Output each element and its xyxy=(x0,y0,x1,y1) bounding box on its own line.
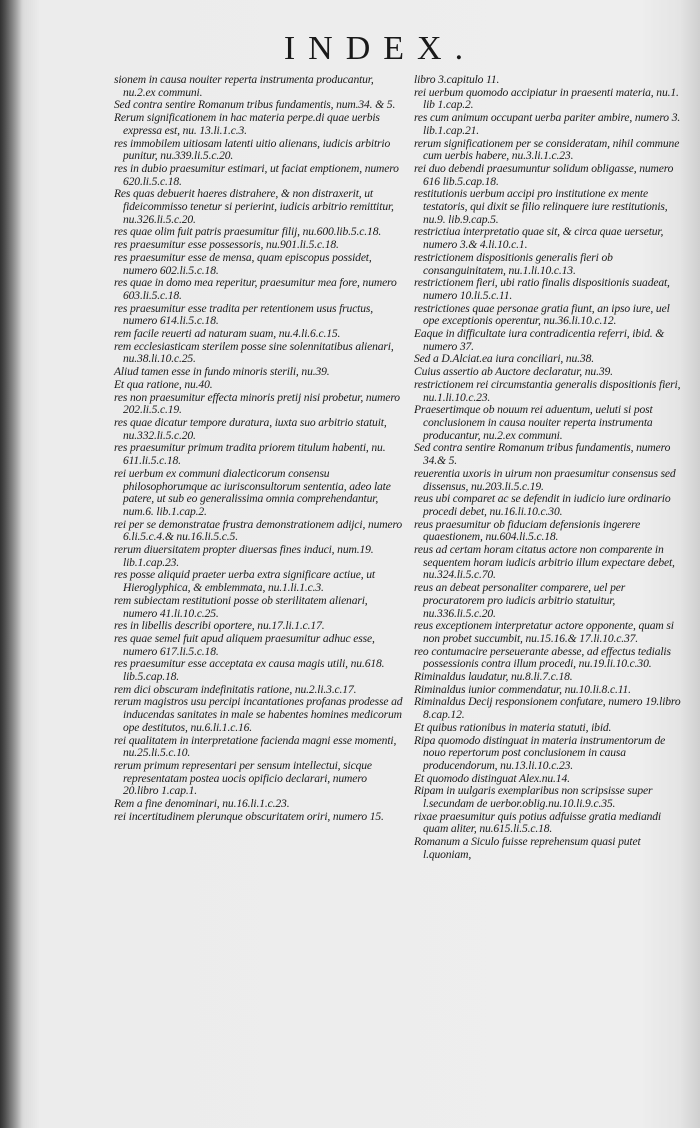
index-entry: res praesumitur esse acceptata ex causa magis utili, nu.618. lib.5.cap.18. xyxy=(114,657,385,684)
index-entry: res quae semel fuit apud aliquem praesumitur adhuc esse, numero 617.li.5.c.18. xyxy=(114,631,375,658)
index-entry: rerum diuersitatem propter diuersas fines induci, num.19. lib.1.cap.23. xyxy=(114,543,374,569)
index-entry: res quae in domo mea reperitur, praesumitur mea fore, numero 603.li.5.c.18. xyxy=(114,276,397,302)
index-entry: Riminaldus iunior commendatur, nu.10.li.8.c.11. xyxy=(414,682,631,696)
index-entry: Et qua ratione, nu.40. xyxy=(114,377,213,391)
index-entry: reus an debeat personaliter comparere, uel per procuratorem pro iudicis arbitrio statuitur, nu.336.li.5.c.20. xyxy=(414,581,626,620)
index-entry: rem ecclesiasticam sterilem posse sine solennitatibus alienari, nu.38.li.10.c.25. xyxy=(114,339,394,366)
index-entry: Res quas debuerit haeres distrahere, & non distraxerit, ut fideicommisso tenetur si perierint, iudicis arbitrio remittitur, nu.326.li.5.c.20. xyxy=(114,187,394,226)
index-entry: rerum significationem per se consideratam, nihil commune cum uerbis habere, nu.3.li.1.c.23. xyxy=(414,136,680,163)
index-entry: rei uerbum quomodo accipiatur in praesenti materia, nu.1. lib 1.cap.2. xyxy=(414,85,679,112)
index-entry: rei per se demonstratae frustra demonstrationem adijci, numero 6.li.5.c.4.& nu.16.li.5.c.5. xyxy=(114,517,403,544)
index-entry: res in dubio praesumitur estimari, ut faciat emptionem, numero 620.li.5.c.18. xyxy=(114,161,399,188)
index-entry: Riminaldus Decij responsionem confutare, numero 19.libro 8.cap.12. xyxy=(414,695,681,722)
index-entry: restrictiones quae personae gratia fiunt, an ipso iure, uel ope exceptionis operentur, nu.36.li.10.c.12. xyxy=(414,301,670,328)
index-entry: res immobilem uitiosam latenti uitio alienans, iudicis arbitrio punitur, nu.339.li.5.c.20. xyxy=(114,136,391,163)
index-entry: restrictionem rei circumstantia generalis dispositionis fieri, nu.1.li.10.c.23. xyxy=(414,377,681,404)
index-entry: Praesertimque ob nouum rei aduentum, ueluti si post conclusionem in causa nouiter reperta instrumenta producantur, nu.2.ex communi. xyxy=(414,403,653,442)
index-entry: libro 3.capitulo 11. xyxy=(414,73,500,86)
index-entry: rei duo debendi praesumuntur solidum obligasse, numero 616 lib.5.cap.18. xyxy=(414,161,674,188)
index-entry: Rerum significationem in hac materia perpe.di quae uerbis expressa est, nu. 13.li.1.c.3. xyxy=(114,111,380,137)
index-entry: Et quomodo distinguat Alex.nu.14. xyxy=(414,771,570,785)
index-entry: sionem in causa nouiter reperta instrumenta producantur, nu.2.ex communi. xyxy=(114,73,374,99)
page-title: INDEX. xyxy=(283,30,477,67)
index-entry: restrictiua interpretatio quae sit, & circa quae uersetur, numero 3.& 4.li.10.c.1. xyxy=(414,225,664,252)
index-entry: rei incertitudinem plerunque obscuritatem oriri, numero 15. xyxy=(114,809,384,823)
index-entry: Romanum a Siculo fuisse reprehensum quasi putet l.quoniam, xyxy=(414,835,641,861)
index-entry: rem dici obscuram indefinitatis ratione, nu.2.li.3.c.17. xyxy=(114,682,357,696)
index-entry: res quae olim fuit patris praesumitur filij, nu.600.lib.5.c.18. xyxy=(114,225,382,239)
index-entry: res praesumitur esse tradita per retentionem usus fructus, numero 614.li.5.c.18. xyxy=(114,301,374,328)
index-entry: Ripa quomodo distinguat in materia instrumentorum de nouo repertorum post conclusionem in causa producendorum, nu.13.li.10.c.23. xyxy=(414,733,666,772)
index-entry: restrictionem dispositionis generalis fieri ob consanguinitatem, nu.1.li.10.c.13. xyxy=(414,250,613,277)
index-entry: Ripam in uulgaris exemplaribus non scripsisse super l.secundam de uerbor.oblig.nu.10.li.9.c.35. xyxy=(414,784,653,811)
index-entry: res posse aliquid praeter uerba extra significare actiue, ut Hieroglyphica, & emblemmata, nu.1.li.1.c.3. xyxy=(114,568,375,595)
index-entry: rerum primum representari per sensum intellectui, sicque representatam postea uocis opificio declarari, numero 20.libro 1.cap.1. xyxy=(114,758,372,798)
index-entry: reus ad certam horam citatus actore non comparente in sequentem horam iudicis arbitrio illum expectare debet, nu.324.li.5.c.70. xyxy=(414,543,675,582)
index-entry: res cum animum occupant uerba pariter ambire, numero 3. lib.1.cap.21. xyxy=(414,111,681,137)
index-entry: reus exceptionem interpretatur actore opponente, quam si non probet succumbit, nu.15.16.& 17.li.10.c.37. xyxy=(414,619,674,645)
index-entry: res praesumitur esse de mensa, quam episcopus possidet, numero 602.li.5.c.18. xyxy=(114,250,372,277)
index-entry: res quae dicatur tempore duratura, iuxta suo arbitrio statuit, nu.332.li.5.c.20. xyxy=(114,415,387,442)
index-entry: rerum magistros usu percipi incantationes profanas prodesse ad inducendas sanitates in male se habentes homines medicorum ope destitutos, nu.6.li.1.c.16. xyxy=(114,695,403,734)
binding-gutter-shadow xyxy=(0,0,22,1128)
index-entry: Eaque in difficultate iura contradicentia referri, ibid. & numero 37. xyxy=(414,327,665,353)
index-entry: res praesumitur primum tradita priorem titulum habenti, nu. 611.li.5.c.18. xyxy=(114,441,386,468)
index-column-left xyxy=(114,74,404,823)
index-entry: reus ubi comparet ac se defendit in iudicio iure ordinario procedi debet, nu.16.li.10.c.30. xyxy=(414,492,671,518)
index-entry: Rem a fine denominari, nu.16.li.1.c.23. xyxy=(114,797,290,811)
index-entry: Et quibus rationibus in materia statuti, ibid. xyxy=(414,720,612,734)
index-entry: Cuius assertio ab Auctore declaratur, nu.39. xyxy=(414,365,613,379)
index-entry: res non praesumitur effecta minoris pretij nisi probetur, numero 202.li.5.c.19. xyxy=(114,390,400,417)
index-entry: reuerentia uxoris in uirum non praesumitur consensus sed dissensus, nu.203.li.5.c.19. xyxy=(414,466,676,493)
index-entry: rem facile reuerti ad naturam suam, nu.4.li.6.c.15. xyxy=(114,327,341,341)
index-entry: Riminaldus laudatur, nu.8.li.7.c.18. xyxy=(414,670,573,684)
index-entry: restitutionis uerbum accipi pro institutione ex mente testatoris, qui dixit se filio relinquere iure restitutionis, nu.9. lib.9.cap.5. xyxy=(414,187,668,226)
index-entry: rei uerbum ex communi dialecticorum consensu philosophorumque ac iurisconsultorum sententia, adeo late patere, ut sub eo generalissima omnia comprehendantur, num.6. lib.1.cap.2. xyxy=(114,466,391,518)
index-entry: reo contumacire perseuerante abesse, ad effectus tedialis possessionis contra illum procedi, nu.19.li.10.c.30. xyxy=(414,644,671,671)
index-entry: Sed contra sentire Romanum tribus fundamentis, num.34. & 5. xyxy=(114,98,396,112)
index-entry: Sed contra sentire Romanum tribus fundamentis, numero 34.& 5. xyxy=(414,441,671,468)
index-entry: reus praesumitur ob fiduciam defensionis ingerere quaestionem, nu.604.li.5.c.18. xyxy=(414,517,641,544)
index-entry: rixae praesumitur quis potius adfuisse gratia mediandi quam aliter, nu.615.li.5.c.18. xyxy=(414,809,661,836)
index-column-right xyxy=(414,74,686,862)
index-entry: rem subiectam restitutioni posse ob sterilitatem alienari, numero 41.li.10.c.25. xyxy=(114,593,368,620)
index-entry: Sed a D.Alciat.ea iura conciliari, nu.38. xyxy=(414,352,594,366)
index-entry: Aliud tamen esse in fundo minoris sterili, nu.39. xyxy=(114,365,330,379)
index-entry: res in libellis describi oportere, nu.17.li.1.c.17. xyxy=(114,619,325,633)
index-entry: restrictionem fieri, ubi ratio finalis dispositionis suadeat, numero 10.li.5.c.11. xyxy=(414,276,670,302)
index-entry: rei qualitatem in interpretatione facienda magni esse momenti, nu.25.li.5.c.10. xyxy=(114,733,397,760)
index-entry: res praesumitur esse possessoris, nu.901.li.5.c.18. xyxy=(114,238,339,252)
